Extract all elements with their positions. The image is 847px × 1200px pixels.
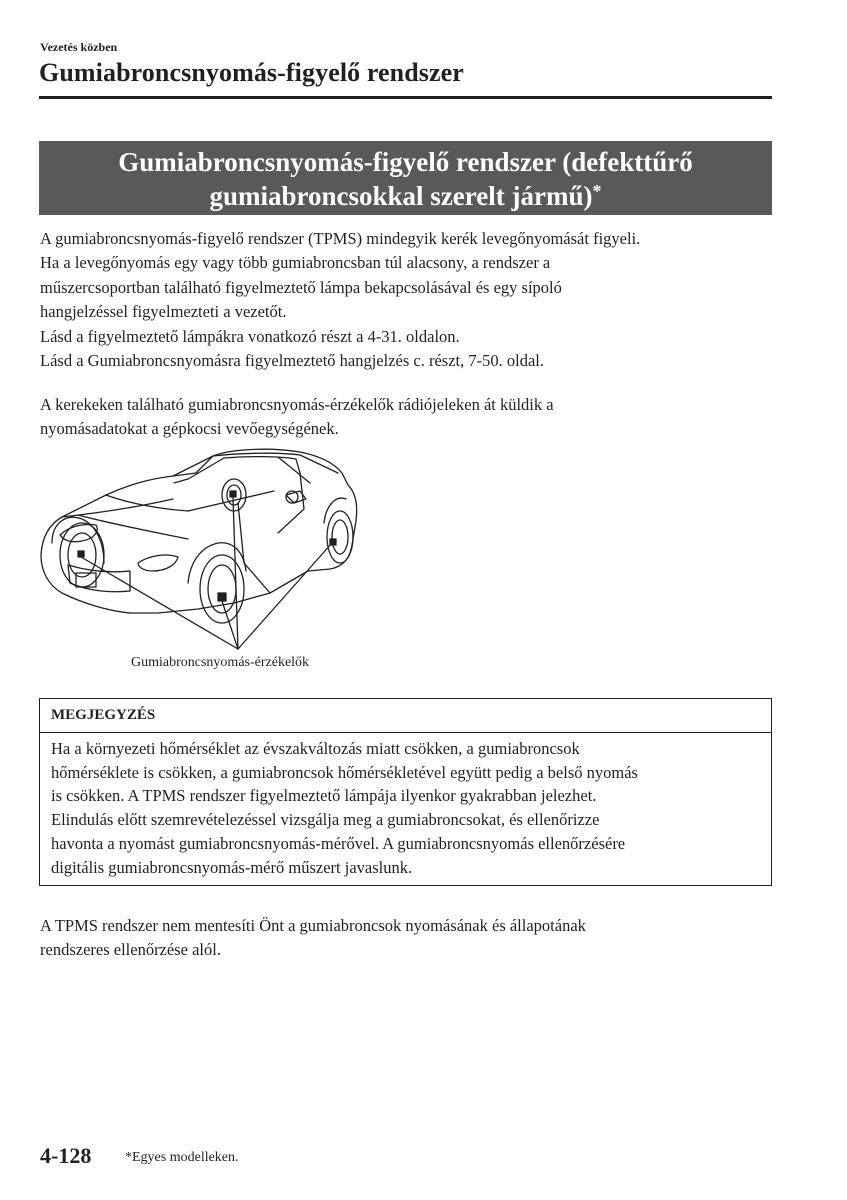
intro-line: Lásd a Gumiabroncsnyomásra figyelmeztető hangjelzés c. részt, 7-50. oldal. <box>40 351 544 371</box>
section-banner <box>39 141 772 215</box>
sensor-line: nyomásadatokat a gépkocsi vevőegységének. <box>40 419 339 439</box>
note-box <box>39 698 772 886</box>
intro-line: Lásd a figyelmeztető lámpákra vonatkozó részt a 4-31. oldalon. <box>40 326 460 346</box>
page-number: 4-128 <box>40 1143 92 1168</box>
intro-line: hangjelzéssel figyelmezteti a vezetőt. <box>40 302 287 322</box>
note-line: Ha a környezeti hőmérséklet az évszakváltozás miatt csökken, a gumiabroncsok <box>51 739 580 758</box>
section-label: Vezetés közben <box>40 40 118 54</box>
title-rule <box>39 96 772 99</box>
note-heading: MEGJEGYZÉS <box>40 699 771 733</box>
sensor-paragraph <box>40 393 775 442</box>
intro-line: A gumiabroncsnyomás-figyelő rendszer (TPMS) mindegyik kerék levegőnyomását figyeli. <box>40 229 641 248</box>
closing-paragraph <box>40 914 775 963</box>
banner-line-2-text: gumiabroncsokkal szerelt jármű) <box>209 181 593 211</box>
page-title: Gumiabroncsnyomás-figyelő rendszer <box>39 58 464 87</box>
note-line: Elindulás előtt szemrevételezéssel vizsgálja meg a gumiabroncsokat, és ellenőrizze <box>51 810 600 830</box>
note-line: havonta a nyomást gumiabroncsnyomás-mérővel. A gumiabroncsnyomás ellenőrzésére <box>51 833 626 853</box>
banner-line-2 <box>39 179 772 213</box>
intro-paragraph <box>40 227 775 373</box>
note-line: digitális gumiabroncsnyomás-mérő műszert javaslunk. <box>51 857 413 877</box>
note-body <box>40 733 771 879</box>
intro-line: műszercsoportban található figyelmeztető lámpa bekapcsolásával és egy sípoló <box>40 277 562 297</box>
closing-line: A TPMS rendszer nem mentesíti Önt a gumiabroncsok nyomásának és állapotának <box>40 916 586 935</box>
footnote: *Egyes modelleken. <box>125 1150 239 1165</box>
closing-line: rendszeres ellenőrzése alól. <box>40 940 221 960</box>
sensor-line: A kerekeken található gumiabroncsnyomás-érzékelők rádiójeleken át küldik a <box>40 395 554 414</box>
figure-caption: Gumiabroncsnyomás-érzékelők <box>131 655 310 670</box>
intro-line: Ha a levegőnyomás egy vagy több gumiabroncsban túl alacsony, a rendszer a <box>40 253 551 273</box>
note-line: hőmérséklete is csökken, a gumiabroncsok hőmérsékletével együtt pedig a belső nyomás <box>51 762 638 782</box>
note-line: is csökken. A TPMS rendszer figyelmeztető lámpája ilyenkor gyakrabban jelezhet. <box>51 786 597 806</box>
banner-footnote-mark: * <box>592 181 602 201</box>
car-sensor-illustration <box>38 443 368 655</box>
banner-line-1: Gumiabroncsnyomás-figyelő rendszer (defekttűrő <box>118 147 693 177</box>
